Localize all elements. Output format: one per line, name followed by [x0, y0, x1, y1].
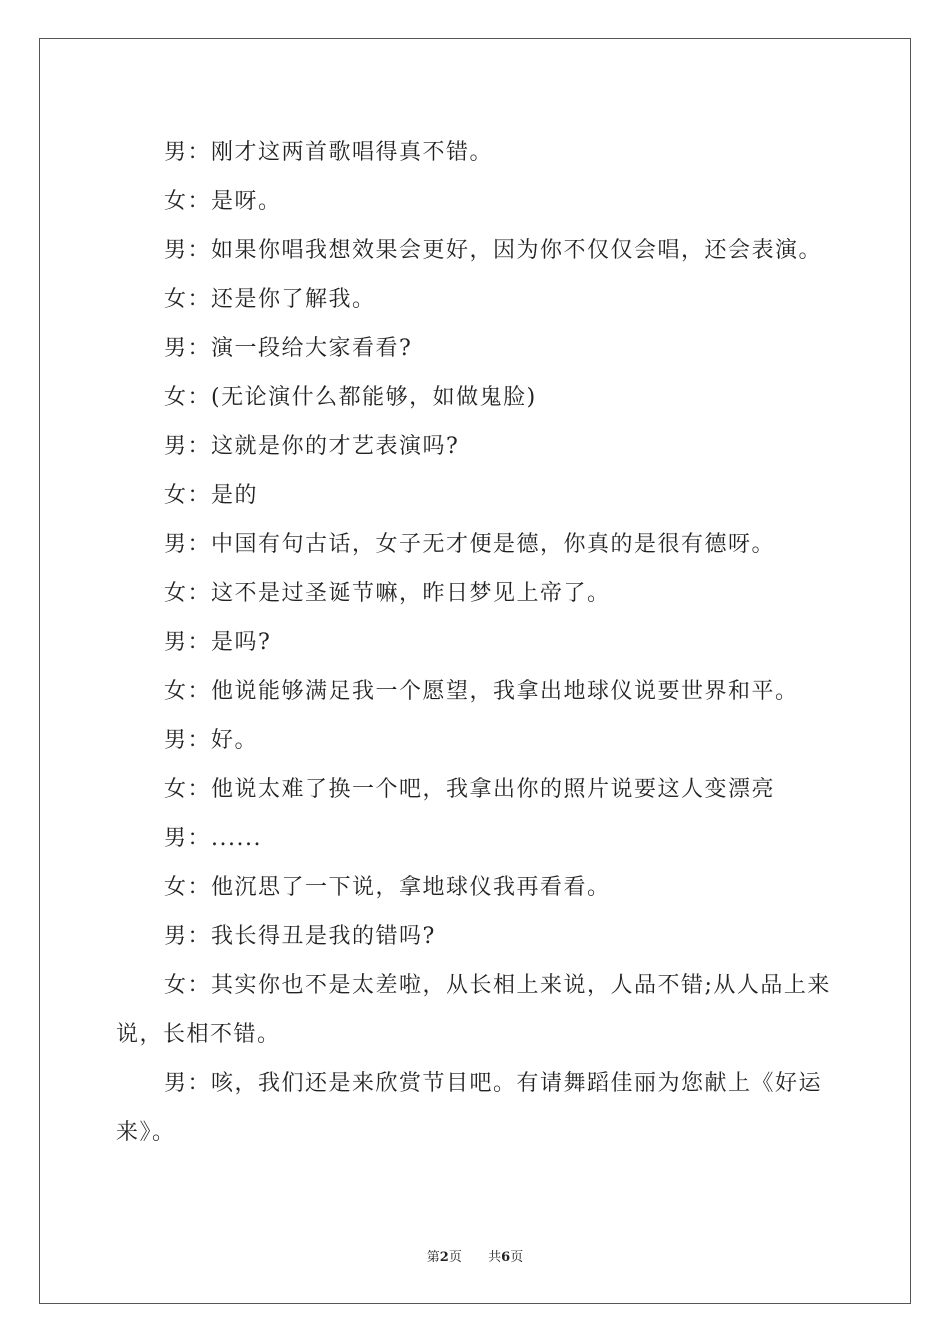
page-total: 共6页 — [488, 1250, 524, 1265]
dialogue-line-12: 女：他说能够满足我一个愿望，我拿出地球仪说要世界和平。 — [164, 679, 799, 704]
dialogue-line-19: 男：咳，我们还是来欣赏节目吧。有请舞蹈佳丽为您献上《好运来》。 — [116, 1071, 823, 1145]
dialogue-line-10: 女：这不是过圣诞节嘛，昨日梦见上帝了。 — [164, 581, 611, 606]
page-number: 第2页 — [426, 1250, 462, 1265]
dialogue-line-9: 男：中国有句古话，女子无才便是德，你真的是很有德呀。 — [164, 532, 776, 557]
dialogue-line-7: 男：这就是你的才艺表演吗? — [164, 434, 460, 459]
page-footer — [0, 1246, 950, 1265]
document-body — [116, 128, 836, 1157]
dialogue-line-8: 女：是的 — [164, 483, 259, 508]
dialogue-line-11: 男：是吗? — [164, 630, 272, 655]
dialogue-line-14: 女：他说太难了换一个吧，我拿出你的照片说要这人变漂亮 — [164, 777, 776, 802]
dialogue-line-18: 女：其实你也不是太差啦，从长相上来说，人品不错;从人品上来说，长相不错。 — [116, 973, 831, 1047]
dialogue-line-16: 女：他沉思了一下说，拿地球仪我再看看。 — [164, 875, 611, 900]
dialogue-line-5: 男：演一段给大家看看? — [164, 336, 413, 361]
dialogue-line-2: 女：是呀。 — [164, 189, 282, 214]
dialogue-line-17: 男：我长得丑是我的错吗? — [164, 924, 436, 949]
dialogue-line-3: 男：如果你唱我想效果会更好，因为你不仅仅会唱，还会表演。 — [164, 238, 823, 263]
dialogue-line-6: 女：(无论演什么都能够，如做鬼脸) — [164, 385, 537, 410]
dialogue-line-13: 男：好。 — [164, 728, 259, 753]
dialogue-line-4: 女：还是你了解我。 — [164, 287, 376, 312]
dialogue-line-1: 男：刚才这两首歌唱得真不错。 — [164, 140, 494, 165]
dialogue-line-15: 男：...... — [164, 826, 262, 851]
